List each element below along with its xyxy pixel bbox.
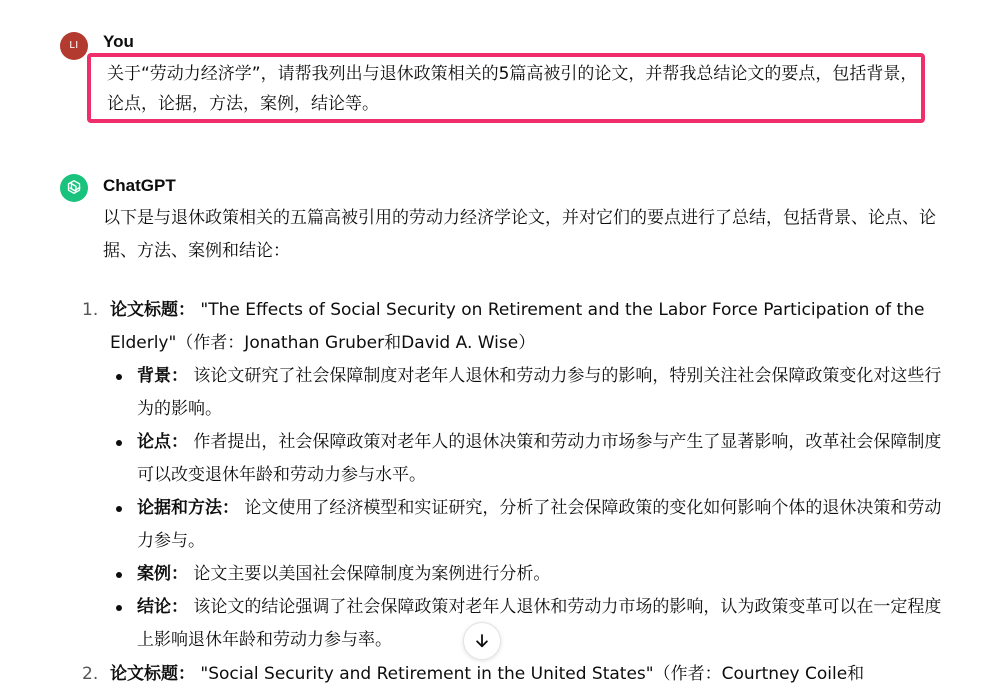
summary-background xyxy=(82,360,942,426)
openai-logo-icon xyxy=(64,178,84,198)
assistant-name: ChatGPT xyxy=(103,176,176,195)
summary-argument xyxy=(82,426,942,492)
bullet-dot-icon xyxy=(116,605,122,611)
paper-title: "Social Security and Retirement in the United States"（作者：Courtney Coile和 xyxy=(195,664,865,684)
bullet-label: 结论： xyxy=(137,597,188,617)
assistant-intro: 以下是与退休政策相关的五篇高被引用的劳动力经济学论文，并对它们的要点进行了总结，包括背景、论点、论据、方法、案例和结论： xyxy=(103,208,936,261)
paper-title-line xyxy=(82,294,942,360)
prompt-highlight-box xyxy=(87,53,925,123)
chatgpt-avatar xyxy=(60,174,88,202)
summary-evidence-method xyxy=(82,492,942,558)
bullet-text: 该论文的结论强调了社会保障政策对老年人退休和劳动力市场的影响，认为政策变革可以在一定程度上影响退休年龄和劳动力参与率。 xyxy=(137,597,942,650)
paper-number: 2. xyxy=(82,664,99,684)
paper-number: 1. xyxy=(82,300,99,320)
bullet-dot-icon xyxy=(116,572,122,578)
bullet-dot-icon xyxy=(116,374,122,380)
paper-item-2 xyxy=(82,658,864,691)
arrow-down-icon xyxy=(473,632,491,650)
bullet-label: 论点： xyxy=(137,432,188,452)
bullet-label: 案例： xyxy=(137,564,188,584)
paper-title-label: 论文标题： xyxy=(110,664,195,684)
scroll-to-bottom-button[interactable] xyxy=(463,622,501,660)
summary-case xyxy=(82,558,942,591)
user-prompt-text: 关于“劳动力经济学”，请帮我列出与退休政策相关的5篇高被引的论文，并帮我总结论文的要点，包括背景，论点，论据，方法，案例，结论等。 xyxy=(107,64,918,114)
bullet-dot-icon xyxy=(116,440,122,446)
bullet-label: 论据和方法： xyxy=(137,498,239,518)
paper-title: "The Effects of Social Security on Retirement and the Labor Force Participation of the Elderly"（作者：Jonathan Gruber和David A. Wise） xyxy=(110,300,925,353)
user-name: You xyxy=(103,32,134,51)
bullet-text: 论文使用了经济模型和实证研究，分析了社会保障政策的变化如何影响个体的退休决策和劳动力参与。 xyxy=(137,498,942,551)
user-avatar[interactable]: LI xyxy=(60,32,88,60)
bullet-text: 论文主要以美国社会保障制度为案例进行分析。 xyxy=(188,564,551,584)
bullet-dot-icon xyxy=(116,506,122,512)
bullet-text: 作者提出，社会保障政策对老年人的退休决策和劳动力市场参与产生了显著影响，改革社会保障制度可以改变退休年龄和劳动力参与水平。 xyxy=(137,432,942,485)
paper-item-1 xyxy=(82,294,942,657)
bullet-text: 该论文研究了社会保障制度对老年人退休和劳动力参与的影响，特别关注社会保障政策变化对这些行为的影响。 xyxy=(137,366,942,419)
paper-summary-list xyxy=(82,360,942,657)
bullet-label: 背景： xyxy=(137,366,188,386)
paper-title-label: 论文标题： xyxy=(110,300,195,320)
summary-conclusion xyxy=(82,591,942,657)
